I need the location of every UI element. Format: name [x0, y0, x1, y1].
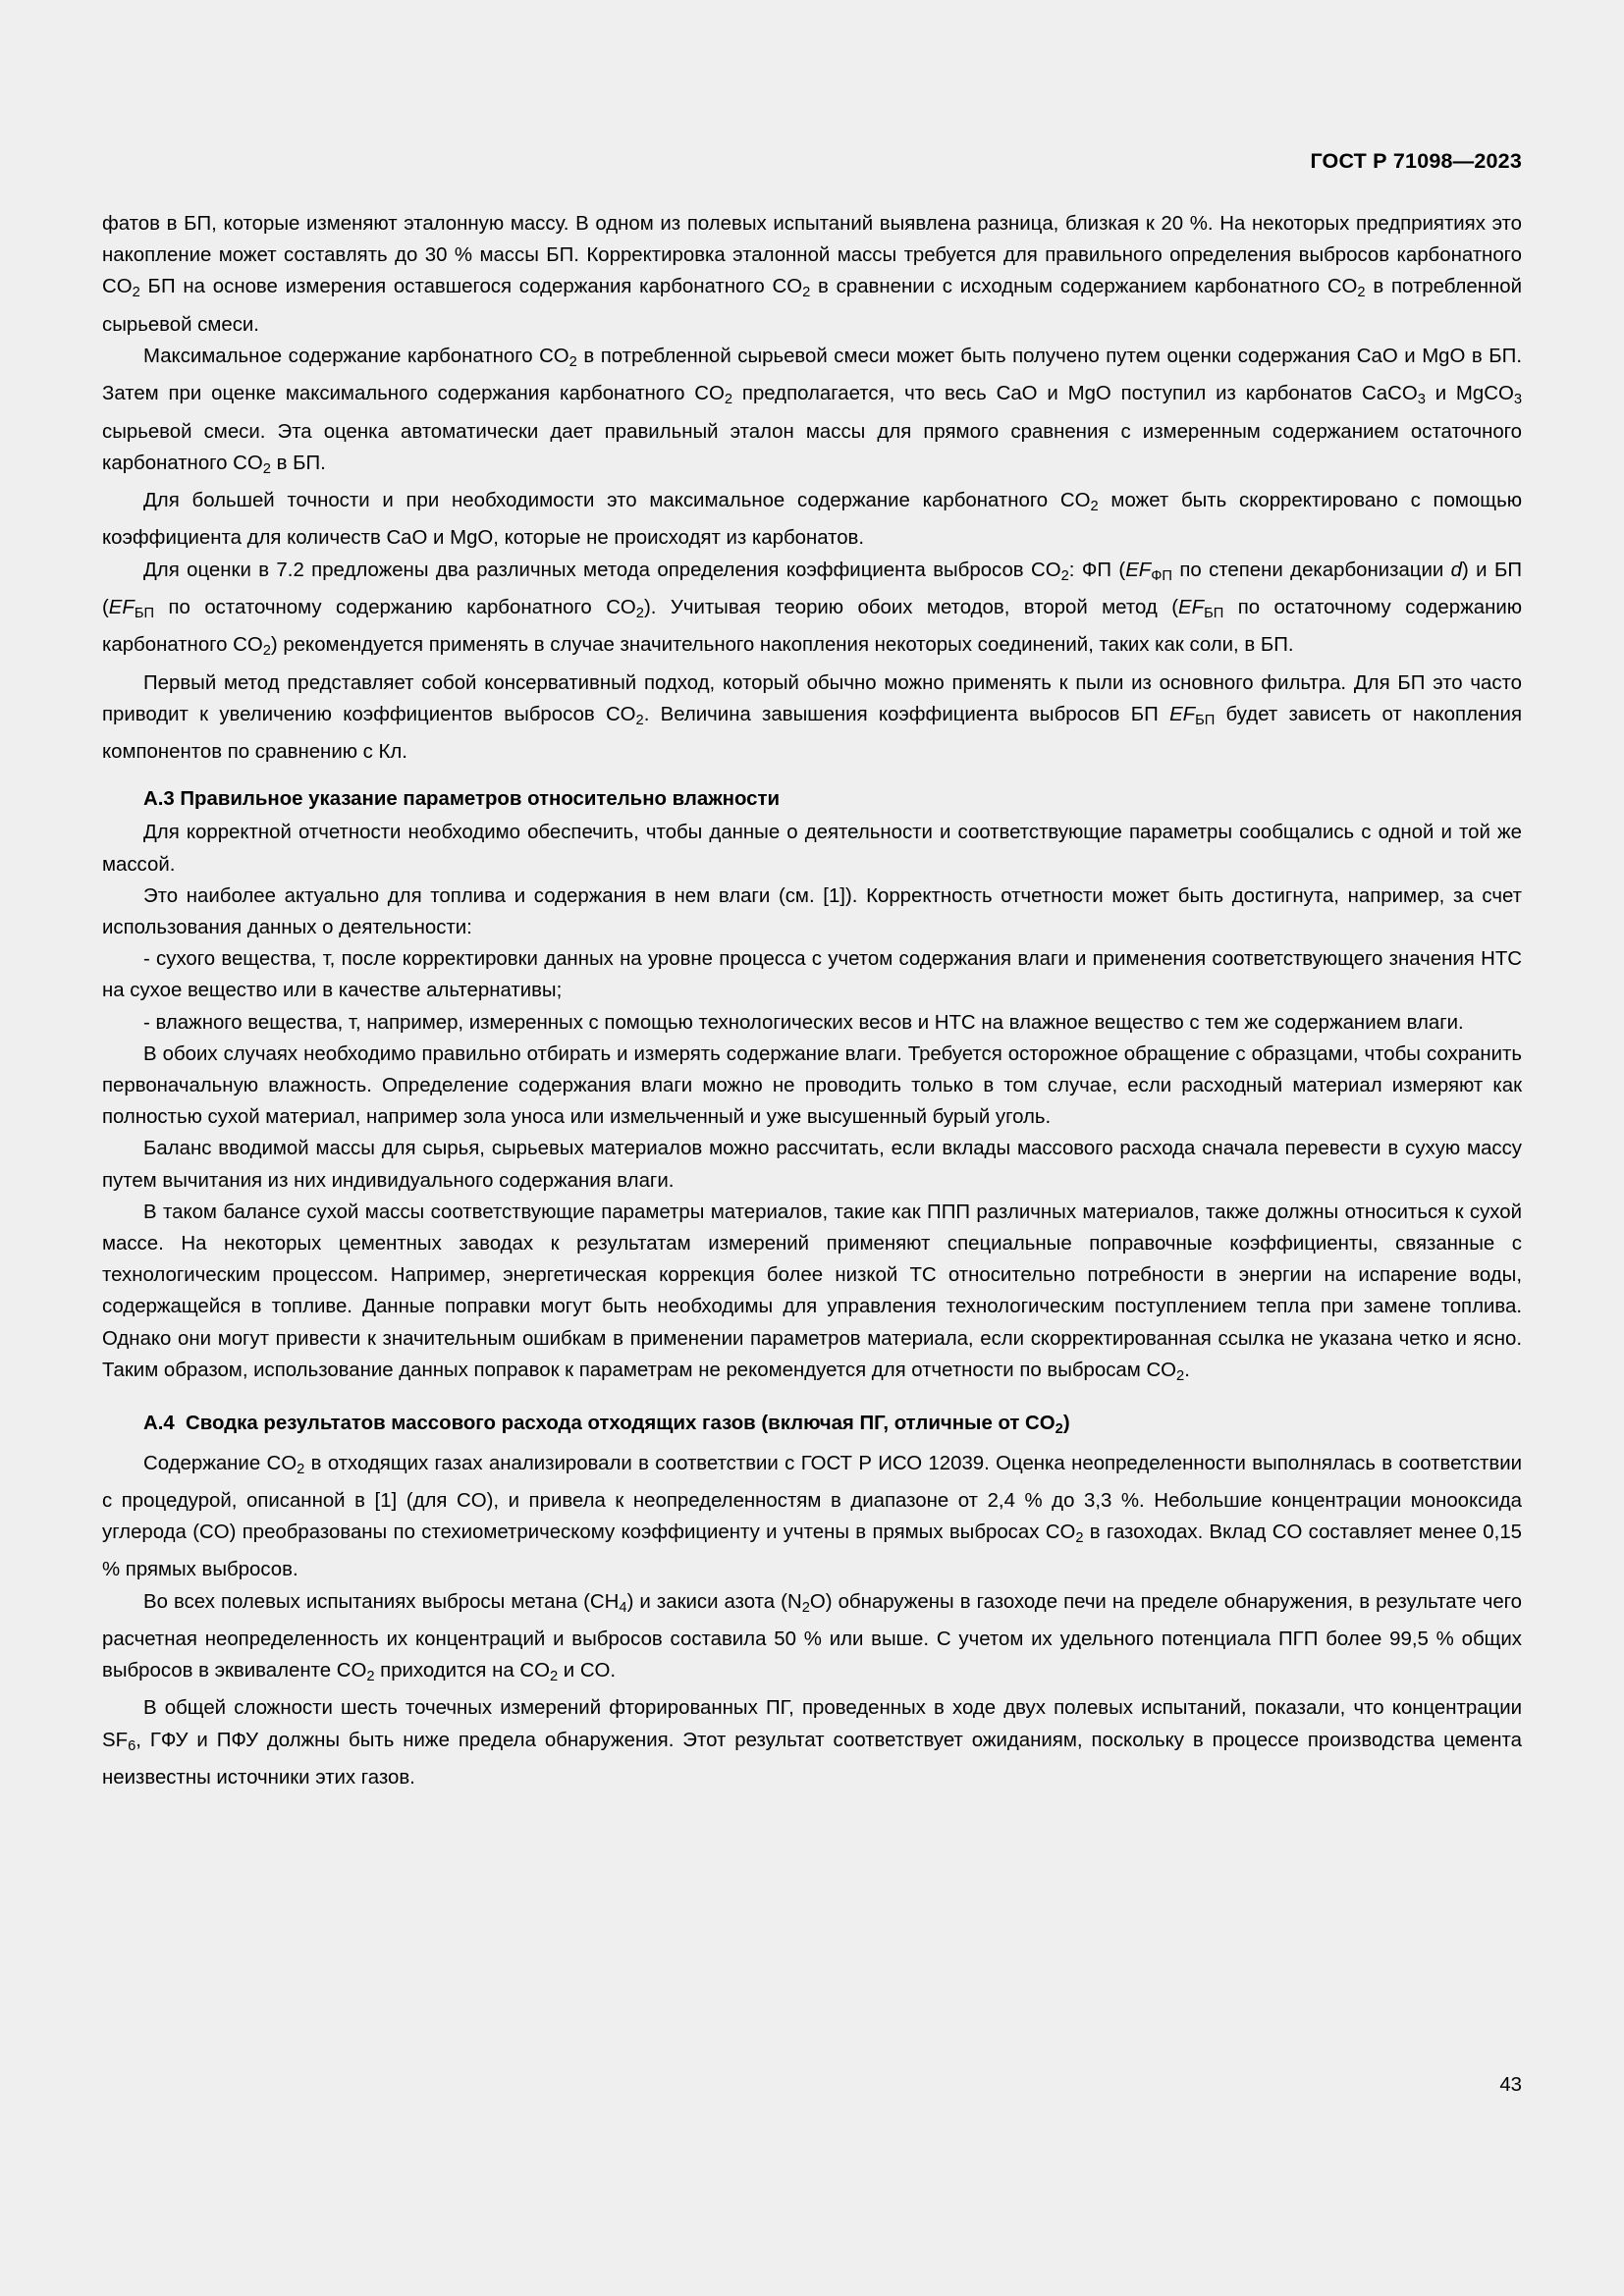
page-number: 43 [1499, 2074, 1522, 2096]
paragraph-10: В обоих случаях необходимо правильно отбирать и измерять содержание влаги. Требуется осторожное обращение с образцами, чтобы сохранить первоначальную влажность. Определение содержания влаги можно не проводить только в том случае, если расходный материал измеряют как полностью сухой материал, например зола уноса или измельченный и уже высушенный бурый уголь. [102, 1042, 1522, 1129]
paragraph-3: Для большей точности и при необходимости это максимальное содержание карбонатного $CO_2$ может быть скорректировано с помощью коэффициента для количеств CaO и MgO, которые не происходят из карбонатов. [102, 490, 1522, 550]
section-heading-a3: А.3 Правильное указание параметров относительно влажности [143, 788, 781, 811]
list-item-dry-matter: - сухого вещества, т, после корректировки данных на уровне процесса с учетом содержания влаги и применения соответствующего значения НТС на сухое вещество или в качестве альтернативы; [102, 948, 1522, 1002]
paragraph-15: В общей сложности шесть точечных измерений фторированных ПГ, проведенных в ходе двух полевых испытаний, показали, что концентрации $SF_6$, ГФУ и ПФУ должны быть ниже предела обнаружения. Этот результат соответствует ожиданиям, поскольку в процессе производства цемента неизвестны источники этих газов. [102, 1697, 1522, 1789]
paragraph-11: Баланс вводимой массы для сырья, сырьевых материалов можно рассчитать, если вклады массового расхода сначала перевести в сухую массу путем вычитания из них индивидуального содержания влаги. [102, 1138, 1522, 1192]
paragraph-5: Первый метод представляет собой консервативный подход, который обычно можно применять к пыли из основного фильтра. Для БП это часто приводит к увеличению коэффициентов выбросов $CO_2$. Величина завышения коэффициента выбросов БП $EF_{БП}$ будет зависеть от накопления компонентов по сравнению с Кл. [102, 671, 1522, 764]
paragraph-1: фатов в БП, которые изменяют эталонную массу. В одном из полевых испытаний выявлена разница, близкая к 20 %. На некоторых предприятиях это накопление может составлять до 30 % массы БП. Корректировка эталонной массы требуется для правильного определения выбросов карбонатного $CO_2$ БП на основе измерения оставшегося содержания карбонатного $CO_2$ в сравнении с исходным содержанием карбонатного $CO_2$ в потребленной сырьевой смеси. [102, 213, 1522, 336]
section-heading-a4: А.4 Сводка результатов массового расхода отходящих газов (включая ПГ, отличные от $CO_2$) [143, 1413, 1070, 1438]
paragraph-14: Во всех полевых испытаниях выбросы метана $(CH_4)$ и закиси азота $(N_2O)$ обнаружены в газоходе печи на пределе обнаружения, в результате чего расчетная неопределенность их концентраций и выбросов составила 50 % или выше. С учетом их удельного потенциала ПГП более 99,5 % общих выбросов в эквиваленте $CO_2$ приходится на $CO_2$ и CO. [102, 1590, 1523, 1685]
paragraph-12: В таком балансе сухой массы соответствующие параметры материалов, такие как ППП различных материалов, также должны относиться к сухой массе. На некоторых цементных заводах к результатам измерений применяют специальные поправочные коэффициенты, связанные с технологическим процессом. Например, энергетическая коррекция более низкой ТС относительно потребности в энергии на испарение воды, содержащейся в топливе. Данные поправки могут быть необходимы для управления технологическим поступлением тепла при замене топлива. Однако они могут привести к значительным ошибкам в применении параметров материала, если скорректированная ссылка не указана четко и ясно. Таким образом, использование данных поправок к параметрам не рекомендуется для отчетности по выбросам $CO_2$. [102, 1201, 1522, 1384]
page-content [102, 0, 1522, 2296]
document-header: ГОСТ Р 71098—2023 [1310, 149, 1522, 173]
paragraph-2: Максимальное содержание карбонатного $CO_2$ в потребленной сырьевой смеси может быть получено путем оценки содержания CaO и MgO в БП. Затем при оценке максимального содержания карбонатного $CO_2$ предполагается, что весь CaO и MgO поступил из карбонатов CaCO$_3$ и MgCO$_3$ сырьевой смеси. Эта оценка автоматически дает правильный эталон массы для прямого сравнения с измеренным содержанием остаточного карбонатного $CO_2$ в БП. [102, 345, 1523, 477]
list-item-wet-matter: - влажного вещества, т, например, измеренных с помощью технологических весов и НТС на влажное вещество с тем же содержанием влаги. [143, 1011, 1464, 1034]
paragraph-4: Для оценки в 7.2 предложены два различных метода определения коэффициента выбросов $CO_2$: ФП ($EF_{ФП}$ по степени декарбонизации d) и БП ($EF_{БП}$ по остаточному содержанию карбонатного $CO_2$). Учитывая теорию обоих методов, второй метод ($EF_{БП}$ по остаточному содержанию карбонатного $CO_2$) рекомендуется применять в случае значительного накопления некоторых соединений, таких как соли, в БП. [102, 559, 1523, 660]
paragraph-6: Для корректной отчетности необходимо обеспечить, чтобы данные о деятельности и соответствующие параметры сообщались с одной и той же массой. [102, 822, 1522, 876]
paragraph-13: Содержание $CO_2$ в отходящих газах анализировали в соответствии с ГОСТ Р ИСО 12039. Оценка неопределенности выполнялась в соответствии с процедурой, описанной в [1] (для CO), и привела к неопределенностям в диапазоне от 2,4 % до 3,3 %. Небольшие концентрации монооксида углерода (CO) преобразованы по стехиометрическому коэффициенту и учтены в прямых выбросах $CO_2$ в газоходах. Вклад CO составляет менее 0,15 % прямых выбросов. [102, 1452, 1522, 1581]
body-text [102, 208, 1522, 1793]
paragraph-7: Это наиболее актуально для топлива и содержания в нем влаги (см. [1]). Корректность отчетности может быть достигнута, например, за счет использования данных о деятельности: [102, 884, 1522, 939]
